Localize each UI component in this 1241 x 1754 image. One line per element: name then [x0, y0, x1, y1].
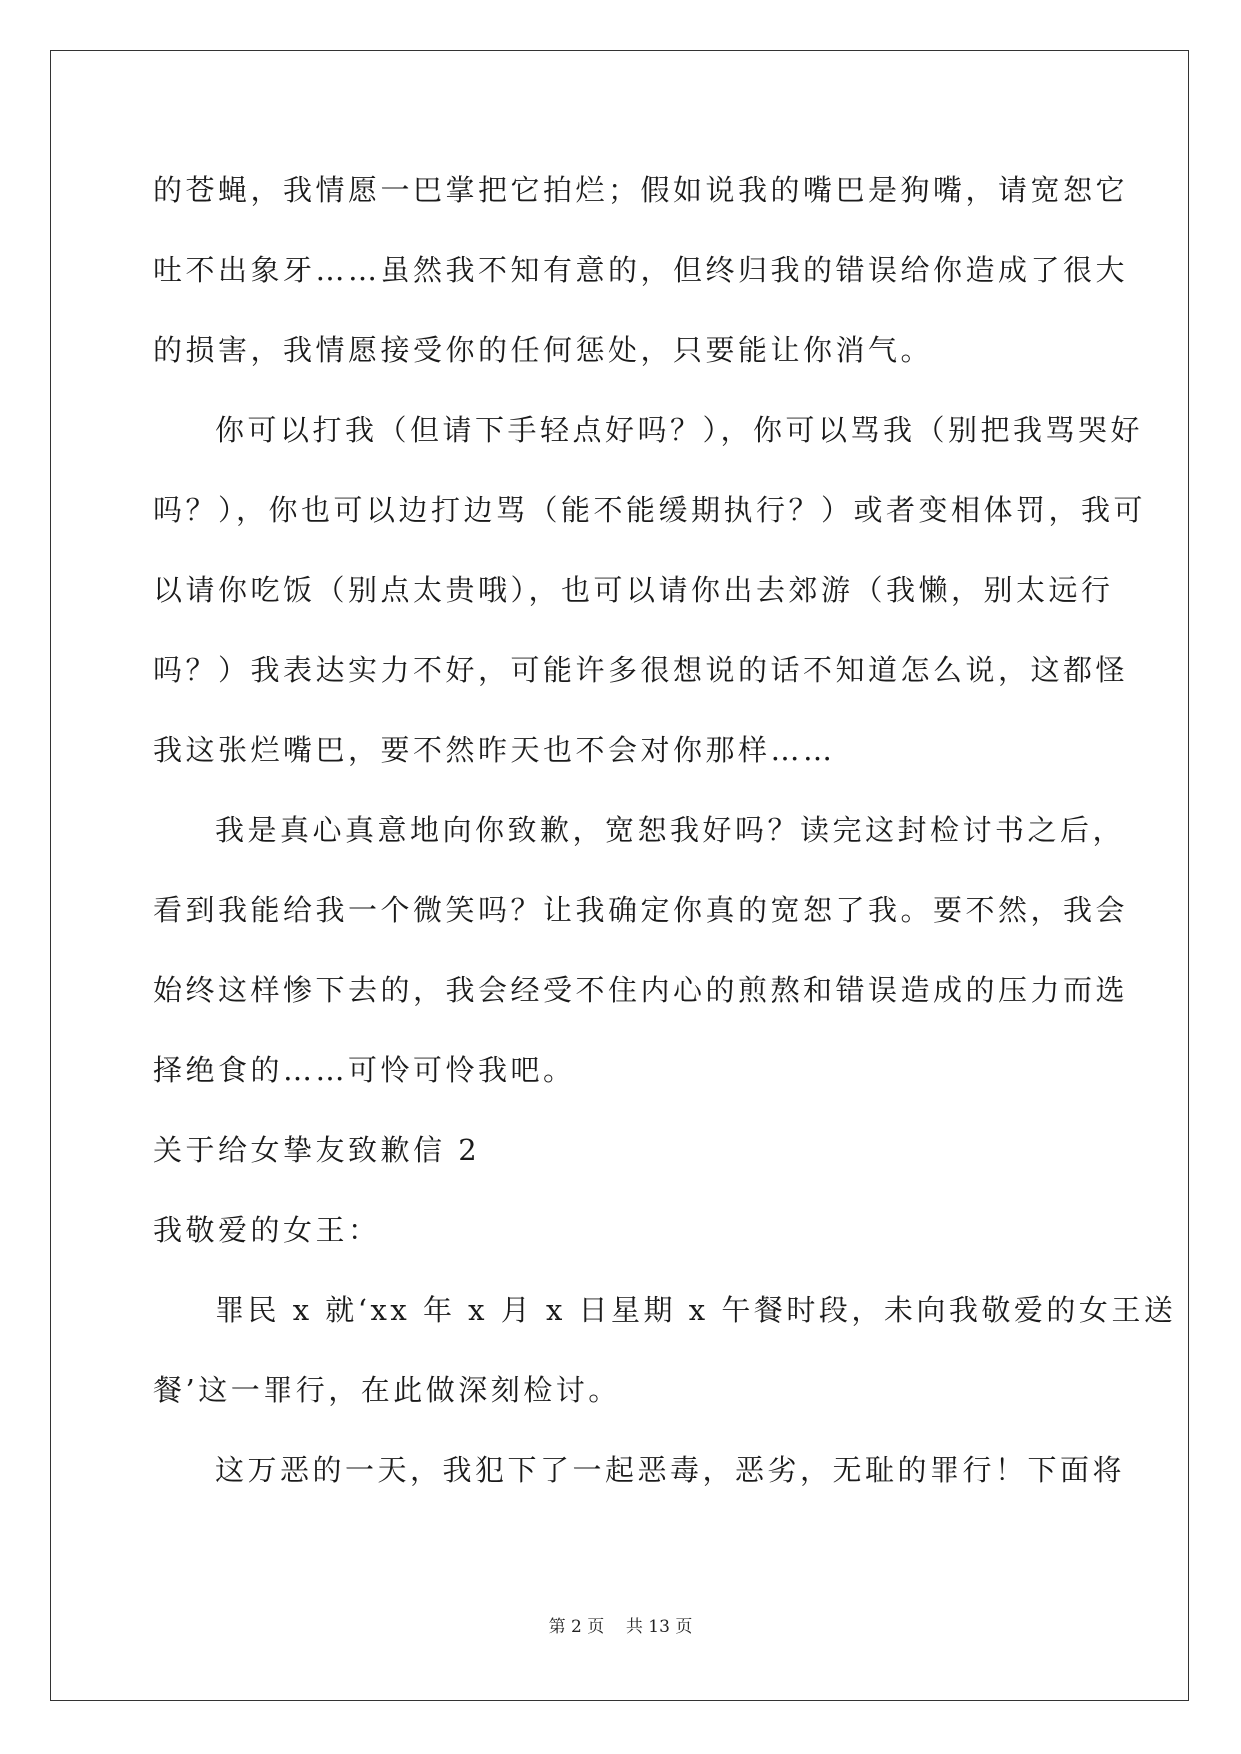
text-line: 的苍蝇，我情愿一巴掌把它拍烂；假如说我的嘴巴是狗嘴，请宽恕它	[153, 173, 1129, 207]
text-line: 吗？）我表达实力不好，可能许多很想说的话不知道怎么说，这都怪	[153, 653, 1129, 687]
text-line: 罪民 x 就‘xx 年 x 月 x 日星期 x 午餐时段，未向我敬爱的女王送	[215, 1293, 1177, 1327]
page-number-footer: 第 2 页 共 13 页	[548, 1617, 693, 1637]
text-line: 以请你吃饭（别点太贵哦），也可以请你出去郊游（我懒，别太远行	[153, 573, 1114, 607]
section-heading: 关于给女挚友致歉信 2	[153, 1133, 481, 1167]
text-line: 我这张烂嘴巴，要不然昨天也不会对你那样……	[153, 733, 836, 767]
document-body	[153, 160, 1177, 1520]
salutation: 我敬爱的女王：	[153, 1213, 381, 1247]
text-line: 择绝食的……可怜可怜我吧。	[153, 1053, 576, 1087]
text-line: 我是真心真意地向你致歉，宽恕我好吗？读完这封检讨书之后，	[215, 813, 1126, 847]
text-line: 始终这样惨下去的，我会经受不住内心的煎熬和错误造成的压力而选	[153, 973, 1129, 1007]
text-line: 的损害，我情愿接受你的任何惩处，只要能让你消气。	[153, 333, 934, 367]
text-line: 你可以打我（但请下手轻点好吗？），你可以骂我（别把我骂哭好	[215, 413, 1144, 447]
text-line: 看到我能给我一个微笑吗？让我确定你真的宽恕了我。要不然，我会	[153, 893, 1129, 927]
text-line: 餐’这一罪行，在此做深刻检讨。	[153, 1373, 621, 1407]
text-line: 吐不出象牙……虽然我不知有意的，但终归我的错误给你造成了很大	[153, 253, 1129, 287]
text-line: 吗？），你也可以边打边骂（能不能缓期执行？）或者变相体罚，我可	[153, 493, 1147, 527]
text-line: 这万恶的一天，我犯下了一起恶毒，恶劣，无耻的罪行！下面将	[215, 1453, 1126, 1487]
